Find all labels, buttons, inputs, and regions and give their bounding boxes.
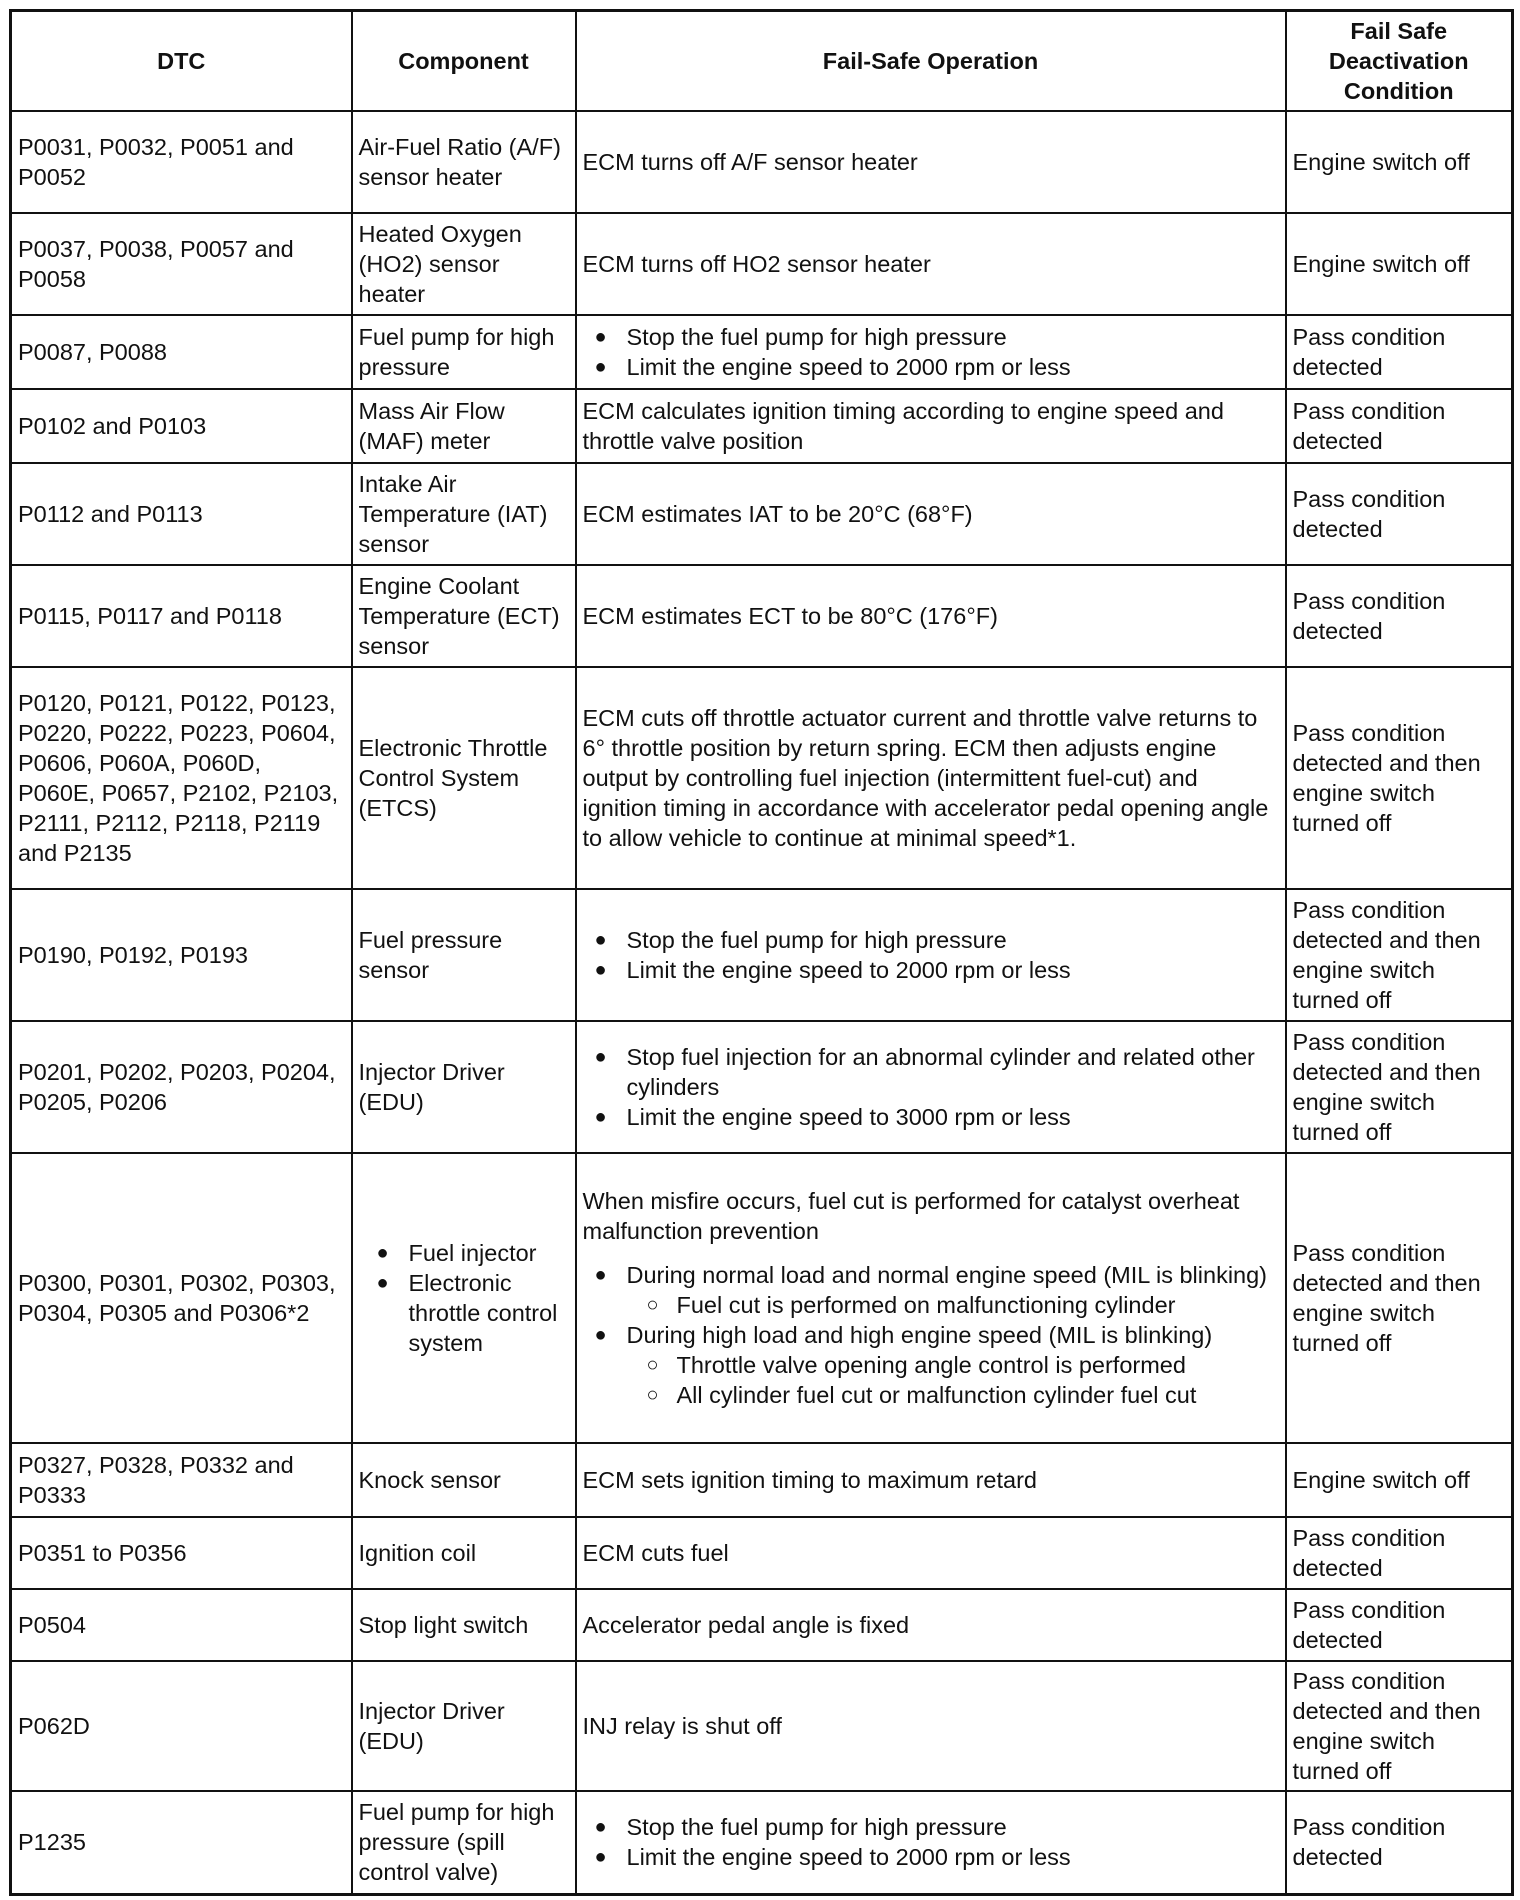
dtc-cell: P0087, P0088 xyxy=(11,315,352,389)
condition-cell: Pass condition detected xyxy=(1286,1589,1513,1661)
component-cell: Intake Air Temperature (IAT) sensor xyxy=(352,463,576,565)
operation-cell xyxy=(576,889,1286,1021)
condition-cell: Pass condition detected xyxy=(1286,1517,1513,1589)
operation-cell xyxy=(576,1791,1286,1895)
operation-sub-list xyxy=(627,1350,1279,1410)
table-row xyxy=(11,1517,1513,1589)
dtc-cell: P0120, P0121, P0122, P0123, P0220, P0222, P0223, P0604, P0606, P060A, P060D, P060E, P0657, P2102, P2103, P2111, P2112, P2118, P2119 and P2135 xyxy=(11,667,352,889)
dtc-cell: P0351 to P0356 xyxy=(11,1517,352,1589)
operation-cell: ECM estimates ECT to be 80°C (176°F) xyxy=(576,565,1286,667)
operation-cell: INJ relay is shut off xyxy=(576,1661,1286,1791)
operation-bullet xyxy=(627,1320,1279,1410)
table-row xyxy=(11,1661,1513,1791)
dtc-cell: P0300, P0301, P0302, P0303, P0304, P0305 and P0306*2 xyxy=(11,1153,352,1443)
condition-cell: Pass condition detected and then engine switch turned off xyxy=(1286,889,1513,1021)
component-cell: Mass Air Flow (MAF) meter xyxy=(352,389,576,463)
component-cell: Ignition coil xyxy=(352,1517,576,1589)
condition-cell: Engine switch off xyxy=(1286,1443,1513,1517)
condition-cell: Pass condition detected xyxy=(1286,1791,1513,1895)
table-row xyxy=(11,1791,1513,1895)
operation-bullet xyxy=(627,1260,1279,1320)
condition-cell: Pass condition detected xyxy=(1286,389,1513,463)
component-cell: Fuel pressure sensor xyxy=(352,889,576,1021)
table-row xyxy=(11,389,1513,463)
dtc-cell: P0327, P0328, P0332 and P0333 xyxy=(11,1443,352,1517)
operation-bullet: ● Stop fuel injection for an abnormal cylinder and related other cylinders xyxy=(627,1042,1279,1102)
operation-cell: ECM sets ignition timing to maximum retard xyxy=(576,1443,1286,1517)
table-row xyxy=(11,889,1513,1021)
dtc-cell: P062D xyxy=(11,1661,352,1791)
operation-sub-bullet: ○ Fuel cut is performed on malfunctioning cylinder xyxy=(677,1290,1279,1320)
dtc-cell: P0201, P0202, P0203, P0204, P0205, P0206 xyxy=(11,1021,352,1153)
operation-bullet: ● Limit the engine speed to 3000 rpm or less xyxy=(627,1102,1279,1132)
operation-bullet-list xyxy=(583,1042,1279,1132)
component-cell: Fuel pump for high pressure (spill control valve) xyxy=(352,1791,576,1895)
component-bullet-list xyxy=(359,1238,569,1358)
dtc-cell: P0112 and P0113 xyxy=(11,463,352,565)
table-row xyxy=(11,463,1513,565)
operation-bullet: ● Limit the engine speed to 2000 rpm or less xyxy=(627,1842,1279,1872)
operation-intro: When misfire occurs, fuel cut is performed for catalyst overheat malfunction prevention xyxy=(582,1187,1240,1244)
condition-cell: Pass condition detected and then engine switch turned off xyxy=(1286,1153,1513,1443)
component-cell: Heated Oxygen (HO2) sensor heater xyxy=(352,213,576,315)
table-row xyxy=(11,1153,1513,1443)
component-bullet: ● Fuel injector xyxy=(409,1238,569,1268)
component-cell: Engine Coolant Temperature (ECT) sensor xyxy=(352,565,576,667)
component-cell: Injector Driver (EDU) xyxy=(352,1661,576,1791)
condition-cell: Pass condition detected xyxy=(1286,315,1513,389)
table-row xyxy=(11,667,1513,889)
table-row xyxy=(11,1589,1513,1661)
table-row xyxy=(11,1443,1513,1517)
operation-cell xyxy=(576,1021,1286,1153)
operation-cell: ECM cuts fuel xyxy=(576,1517,1286,1589)
header-condition: Fail Safe Deactivation Condition xyxy=(1286,11,1513,111)
component-cell xyxy=(352,1153,576,1443)
condition-cell: Engine switch off xyxy=(1286,213,1513,315)
fail-safe-table xyxy=(9,9,1514,1896)
header-dtc: DTC xyxy=(11,11,352,111)
dtc-cell: P0115, P0117 and P0118 xyxy=(11,565,352,667)
dtc-cell: P1235 xyxy=(11,1791,352,1895)
component-cell: Air-Fuel Ratio (A/F) sensor heater xyxy=(352,111,576,213)
dtc-cell: P0190, P0192, P0193 xyxy=(11,889,352,1021)
table-row xyxy=(11,315,1513,389)
component-cell: Knock sensor xyxy=(352,1443,576,1517)
component-cell: Injector Driver (EDU) xyxy=(352,1021,576,1153)
operation-bullet-list xyxy=(583,322,1279,382)
dtc-cell: P0102 and P0103 xyxy=(11,389,352,463)
component-bullet: ● Electronic throttle control system xyxy=(409,1268,569,1358)
operation-sub-bullet: ○ Throttle valve opening angle control is performed xyxy=(677,1350,1279,1380)
operation-cell xyxy=(576,1153,1286,1443)
operation-bullet: ● Stop the fuel pump for high pressure xyxy=(627,322,1279,352)
header-operation: Fail-Safe Operation xyxy=(576,11,1286,111)
operation-bullet: ● Stop the fuel pump for high pressure xyxy=(627,1812,1279,1842)
operation-bullet-list xyxy=(583,925,1279,985)
condition-cell: Engine switch off xyxy=(1286,111,1513,213)
condition-cell: Pass condition detected and then engine switch turned off xyxy=(1286,1661,1513,1791)
condition-cell: Pass condition detected xyxy=(1286,565,1513,667)
operation-cell: Accelerator pedal angle is fixed xyxy=(576,1589,1286,1661)
component-cell: Fuel pump for high pressure xyxy=(352,315,576,389)
operation-sub-bullet: ○ All cylinder fuel cut or malfunction cylinder fuel cut xyxy=(677,1380,1279,1410)
condition-cell: Pass condition detected and then engine switch turned off xyxy=(1286,1021,1513,1153)
operation-bullet-text: During normal load and normal engine speed (MIL is blinking) xyxy=(626,1261,1268,1288)
operation-bullet-text: During high load and high engine speed (MIL is blinking) xyxy=(626,1321,1213,1348)
component-cell: Electronic Throttle Control System (ETCS) xyxy=(352,667,576,889)
operation-sub-list xyxy=(627,1290,1279,1320)
table-row xyxy=(11,213,1513,315)
operation-cell: ECM cuts off throttle actuator current and throttle valve returns to 6° throttle position by return spring. ECM then adjusts engine output by controlling fuel injection (intermittent fuel-cut) and ignition timing in accordance with accelerator pedal opening angle to allow vehicle to continue at minimal speed*1. xyxy=(576,667,1286,889)
operation-bullet: ● Limit the engine speed to 2000 rpm or less xyxy=(627,955,1279,985)
operation-bullet: ● Limit the engine speed to 2000 rpm or less xyxy=(627,352,1279,382)
dtc-cell: P0031, P0032, P0051 and P0052 xyxy=(11,111,352,213)
dtc-cell: P0504 xyxy=(11,1589,352,1661)
dtc-cell: P0037, P0038, P0057 and P0058 xyxy=(11,213,352,315)
condition-cell: Pass condition detected and then engine switch turned off xyxy=(1286,667,1513,889)
condition-cell: Pass condition detected xyxy=(1286,463,1513,565)
table-row xyxy=(11,1021,1513,1153)
operation-cell: ECM turns off A/F sensor heater xyxy=(576,111,1286,213)
table-row xyxy=(11,111,1513,213)
operation-cell: ECM estimates IAT to be 20°C (68°F) xyxy=(576,463,1286,565)
operation-cell: ECM calculates ignition timing according to engine speed and throttle valve position xyxy=(576,389,1286,463)
operation-bullet-list xyxy=(583,1260,1279,1410)
header-component: Component xyxy=(352,11,576,111)
operation-bullet-list xyxy=(583,1812,1279,1872)
operation-cell xyxy=(576,315,1286,389)
table-row xyxy=(11,565,1513,667)
operation-bullet: ● Stop the fuel pump for high pressure xyxy=(627,925,1279,955)
operation-cell: ECM turns off HO2 sensor heater xyxy=(576,213,1286,315)
header-row xyxy=(11,11,1513,111)
component-cell: Stop light switch xyxy=(352,1589,576,1661)
